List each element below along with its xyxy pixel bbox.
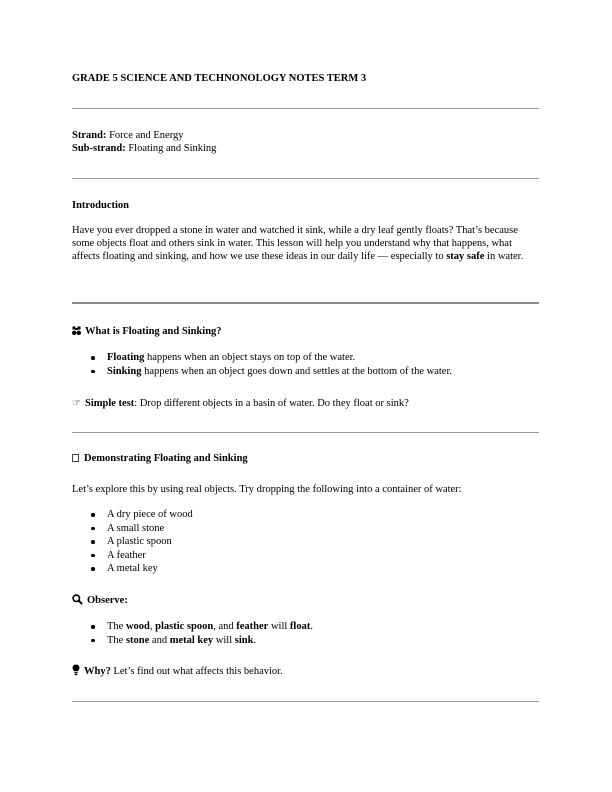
term: Floating — [107, 352, 145, 363]
divider — [72, 302, 539, 304]
missing-glyph-box-icon — [72, 454, 79, 462]
text: will — [268, 621, 290, 632]
text: The — [107, 634, 126, 646]
term: Sinking — [107, 365, 142, 377]
result-word: sink — [234, 634, 254, 646]
text: will — [213, 634, 235, 646]
text: The — [107, 621, 126, 632]
observations-list — [72, 620, 313, 647]
list-item: A metal key — [72, 562, 193, 576]
demo-intro: Let’s explore this by using real objects. Try dropping the following into a container of water: — [72, 484, 462, 495]
list-item: A dry piece of wood — [72, 508, 193, 522]
text: . — [310, 621, 313, 632]
divider — [72, 701, 539, 702]
observe-heading-text: Observe: — [87, 595, 128, 606]
section-heading-text: Demonstrating Floating and Sinking — [84, 453, 248, 464]
text: , and — [213, 621, 237, 632]
intro-text-bold: stay safe — [446, 251, 485, 263]
simple-test-label: Simple test — [85, 398, 135, 409]
object-name: wood — [125, 621, 150, 632]
definition: happens when an object stays on top of the water. — [144, 352, 356, 363]
divider — [72, 108, 539, 109]
object-name: plastic spoon — [155, 621, 214, 632]
substrand-value: Floating and Sinking — [125, 143, 217, 154]
intro-paragraph — [72, 224, 542, 264]
why-line — [72, 664, 283, 678]
strand-value: Force and Energy — [106, 130, 184, 141]
substrand-line — [72, 142, 216, 155]
divider — [72, 432, 539, 433]
pointing-hand-icon: ☞ — [72, 398, 81, 409]
object-name: metal key — [169, 634, 214, 646]
definitions-list — [72, 351, 452, 378]
list-item — [72, 365, 452, 379]
section-heading-demonstrating — [72, 452, 248, 465]
result-word: float — [289, 621, 311, 632]
divider — [72, 178, 539, 179]
simple-test-text: : Drop different objects in a basin of water. Do they float or sink? — [134, 398, 409, 409]
list-item: A small stone — [72, 522, 193, 536]
list-item — [72, 634, 313, 648]
object-name: stone — [125, 634, 150, 646]
document-title: GRADE 5 SCIENCE AND TECHNONOLOGY NOTES TERM 3 — [72, 73, 367, 84]
text: , — [149, 621, 156, 632]
observe-heading — [72, 594, 128, 607]
text: and — [149, 634, 170, 646]
object-name: feather — [236, 621, 269, 632]
strand-label: Strand: — [72, 130, 107, 141]
lightbulb-icon — [72, 664, 80, 676]
definition: happens when an object goes down and settles at the bottom of the water. — [141, 365, 452, 377]
magnifier-icon — [72, 594, 83, 605]
list-item: A plastic spoon — [72, 535, 193, 549]
objects-list — [72, 508, 193, 576]
section-heading-text: What is Floating and Sinking? — [85, 326, 222, 337]
intro-text-end: in water. — [484, 251, 524, 263]
why-label: Why? — [84, 666, 111, 677]
intro-heading: Introduction — [72, 200, 129, 211]
simple-test-line — [72, 397, 409, 410]
intro-text: Have you ever dropped a stone in water and watched it sink, while a dry leaf gently floats? That’s because some objects float and others sink in water. This lesson will help you understand why that happens, what affects floating and sinking, and how we use these ideas in our daily life — especially to — [72, 225, 518, 263]
list-item: A feather — [72, 549, 193, 563]
list-item — [72, 351, 452, 365]
section-heading-floating-sinking — [72, 325, 222, 338]
why-text: Let’s find out what affects this behavior. — [110, 666, 283, 677]
text: . — [253, 634, 257, 646]
binoculars-icon — [72, 326, 81, 336]
strand-line — [72, 129, 184, 142]
list-item — [72, 620, 313, 634]
substrand-label: Sub-strand: — [72, 143, 126, 154]
